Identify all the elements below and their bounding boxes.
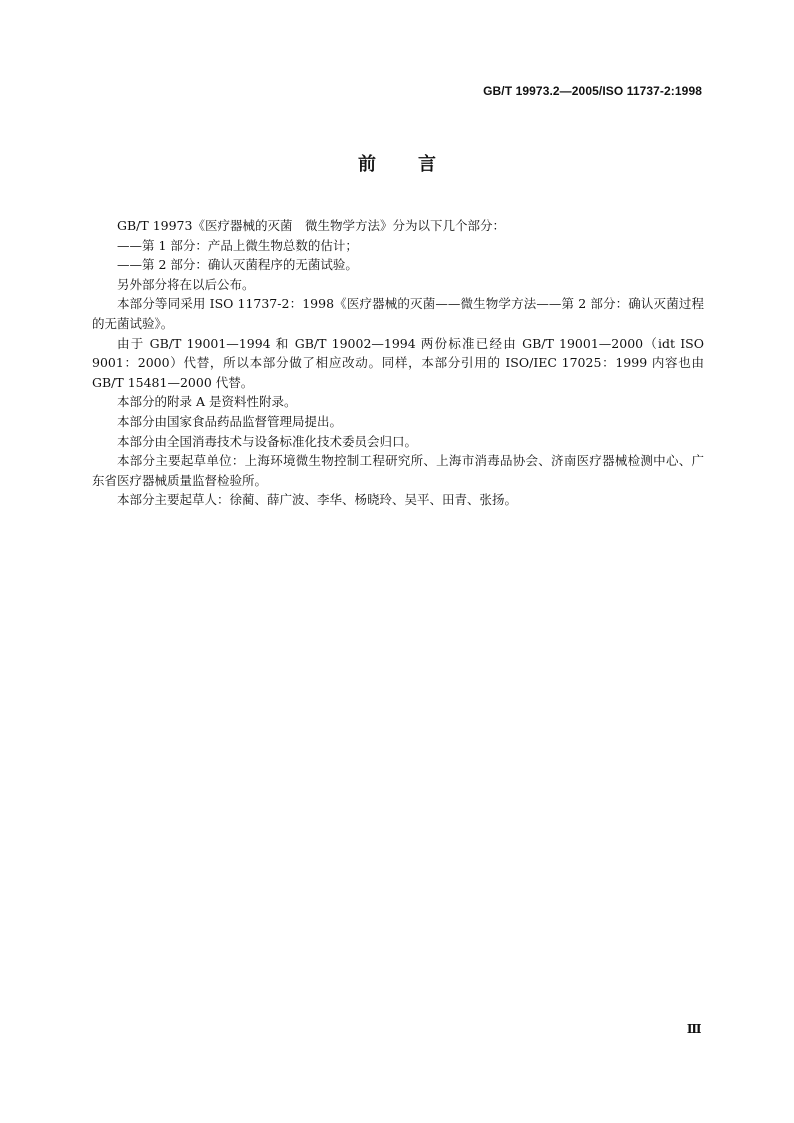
page-number: Ⅲ: [686, 1022, 702, 1036]
paragraph-part-2: ——第 2 部分：确认灭菌程序的无菌试验。: [117, 257, 358, 273]
paragraph-drafters: 本部分主要起草人：徐蔺、薛广波、李华、杨晓玲、吴平、田青、张扬。: [117, 492, 518, 508]
paragraph-proposer: 本部分由国家食品药品监督管理局提出。: [117, 413, 343, 429]
paragraph-series-intro: GB/T 19973《医疗器械的灭菌 微生物学方法》分为以下几个部分：: [117, 218, 505, 233]
title-char-2: 言: [418, 154, 436, 175]
standard-code-header: GB/T 19973.2—2005/ISO 11737-2:1998: [483, 84, 702, 98]
paragraph-changes: 由于 GB/T 19001—1994 和 GB/T 19002—1994 两份标准已经由 GB/T 19001—2000（idt ISO 9001：2000）代替，所以本部分做了相应改动。同样，本部分引用的 ISO/IEC 17025：1999 内容也由 GB/T 15481—2000 代替。: [92, 335, 704, 390]
paragraph-other-parts: 另外部分将在以后公布。: [117, 276, 255, 292]
paragraph-equivalence: 本部分等同采用 ISO 11737-2：1998《医疗器械的灭菌——微生物学方法——第 2 部分：确认灭菌过程的无菌试验》。: [92, 296, 704, 331]
paragraph-part-1: ——第 1 部分：产品上微生物总数的估计；: [117, 237, 358, 253]
paragraph-committee: 本部分由全国消毒技术与设备标准化技术委员会归口。: [117, 433, 418, 449]
title-char-1: 前: [358, 154, 376, 175]
foreword-body: [92, 216, 704, 510]
page-title: [0, 150, 794, 176]
paragraph-drafting-units: 本部分主要起草单位：上海环境微生物控制工程研究所、上海市消毒品协会、济南医疗器械检测中心、广东省医疗器械质量监督检验所。: [92, 453, 704, 488]
paragraph-annex: 本部分的附录 A 是资料性附录。: [117, 394, 297, 410]
